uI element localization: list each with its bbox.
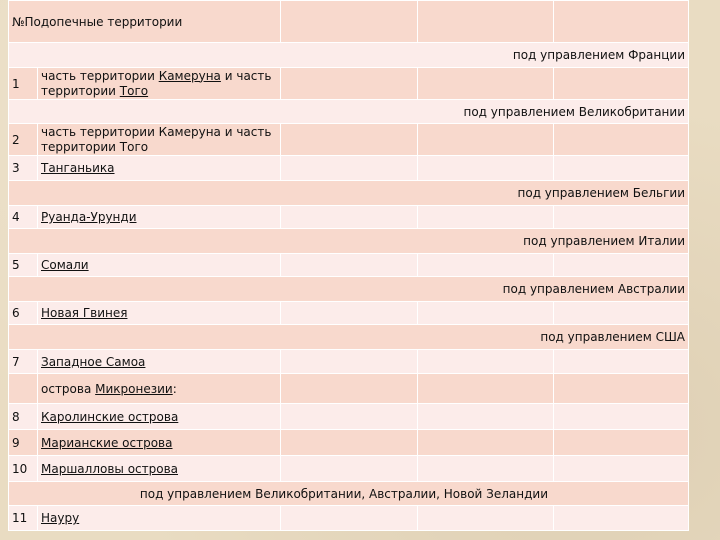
empty-cell (281, 302, 418, 325)
table-row (9, 506, 689, 531)
empty-cell (418, 68, 554, 100)
table-row (9, 374, 689, 404)
empty-cell (554, 430, 689, 456)
ruanda-urundi-link[interactable]: Руанда-Урунди (38, 206, 281, 229)
empty-cell (554, 206, 689, 229)
empty-cell (418, 404, 554, 430)
row-number: 3 (9, 156, 38, 181)
empty-cell (281, 254, 418, 277)
group-france: под управлением Франции (9, 43, 689, 68)
empty-cell (554, 456, 689, 482)
row-number: 7 (9, 350, 38, 374)
empty-cell (281, 1, 418, 43)
table-row (9, 124, 689, 156)
empty-cell (418, 302, 554, 325)
text-part: острова (41, 381, 96, 396)
group-belgium: под управлением Бельгии (9, 181, 689, 206)
group-row (9, 229, 689, 254)
empty-cell (281, 156, 418, 181)
somalia-link[interactable]: Сомали (38, 254, 281, 277)
empty-cell (418, 124, 554, 156)
empty-cell (554, 254, 689, 277)
territory-name (38, 68, 281, 100)
table-row (9, 206, 689, 229)
group-row (9, 325, 689, 350)
empty-cell (418, 350, 554, 374)
header-cell (9, 1, 281, 43)
empty-cell (418, 506, 554, 531)
empty-cell (418, 156, 554, 181)
empty-cell (281, 404, 418, 430)
empty-cell (418, 254, 554, 277)
togo-link[interactable]: Того (119, 83, 149, 98)
text-part: и часть территории (41, 68, 272, 98)
group-joint: под управлением Великобритании, Австралии, Новой Зеландии (9, 482, 689, 506)
territory-name: часть территории Камеруна и часть территории Того (38, 124, 281, 156)
empty-cell (418, 206, 554, 229)
group-australia: под управлением Австралии (9, 277, 689, 302)
row-number: 1 (9, 68, 38, 100)
empty-cell (281, 68, 418, 100)
empty-cell (281, 350, 418, 374)
table-row (9, 456, 689, 482)
empty-cell (418, 430, 554, 456)
row-number: 6 (9, 302, 38, 325)
table-row (9, 156, 689, 181)
empty-cell (418, 374, 554, 404)
empty-cell (554, 302, 689, 325)
header-title: Подопечные территории (24, 14, 183, 29)
empty-cell (554, 1, 689, 43)
group-uk: под управлением Великобритании (9, 100, 689, 124)
group-row (9, 100, 689, 124)
empty-cell (281, 456, 418, 482)
empty-cell (554, 350, 689, 374)
group-row (9, 277, 689, 302)
header-row (9, 1, 689, 43)
group-row (9, 181, 689, 206)
header-num: № (12, 14, 25, 29)
mariana-islands-link[interactable]: Марианские острова (38, 430, 281, 456)
empty-cell (281, 206, 418, 229)
territory-name (38, 374, 281, 404)
empty-cell (554, 506, 689, 531)
trust-territories-table (8, 0, 689, 531)
table-row (9, 404, 689, 430)
row-number: 11 (9, 506, 38, 531)
empty-cell (554, 374, 689, 404)
table-row (9, 302, 689, 325)
empty-cell (554, 68, 689, 100)
row-number (9, 374, 38, 404)
empty-cell (281, 430, 418, 456)
western-samoa-link[interactable]: Западное Самоа (38, 350, 281, 374)
row-number: 9 (9, 430, 38, 456)
marshall-islands-link[interactable]: Маршалловы острова (38, 456, 281, 482)
slide (8, 0, 688, 530)
nauru-link[interactable]: Науру (38, 506, 281, 531)
group-italy: под управлением Италии (9, 229, 689, 254)
text-part: : (172, 381, 177, 396)
tanganyika-link[interactable]: Танганьика (38, 156, 281, 181)
micronesia-link[interactable]: Микронезии (95, 381, 173, 396)
empty-cell (281, 124, 418, 156)
empty-cell (418, 456, 554, 482)
row-number: 4 (9, 206, 38, 229)
table-row (9, 254, 689, 277)
row-number: 2 (9, 124, 38, 156)
empty-cell (554, 404, 689, 430)
empty-cell (418, 1, 554, 43)
cameroon-link[interactable]: Камеруна (158, 68, 221, 83)
table-row (9, 430, 689, 456)
empty-cell (281, 374, 418, 404)
group-row (9, 43, 689, 68)
caroline-islands-link[interactable]: Каролинские острова (38, 404, 281, 430)
text-part: часть территории (41, 68, 159, 83)
empty-cell (281, 506, 418, 531)
row-number: 5 (9, 254, 38, 277)
row-number: 8 (9, 404, 38, 430)
empty-cell (554, 124, 689, 156)
empty-cell (554, 156, 689, 181)
table-row (9, 68, 689, 100)
row-number: 10 (9, 456, 38, 482)
group-row (9, 482, 689, 506)
table-row (9, 350, 689, 374)
group-usa: под управлением США (9, 325, 689, 350)
new-guinea-link[interactable]: Новая Гвинея (38, 302, 281, 325)
